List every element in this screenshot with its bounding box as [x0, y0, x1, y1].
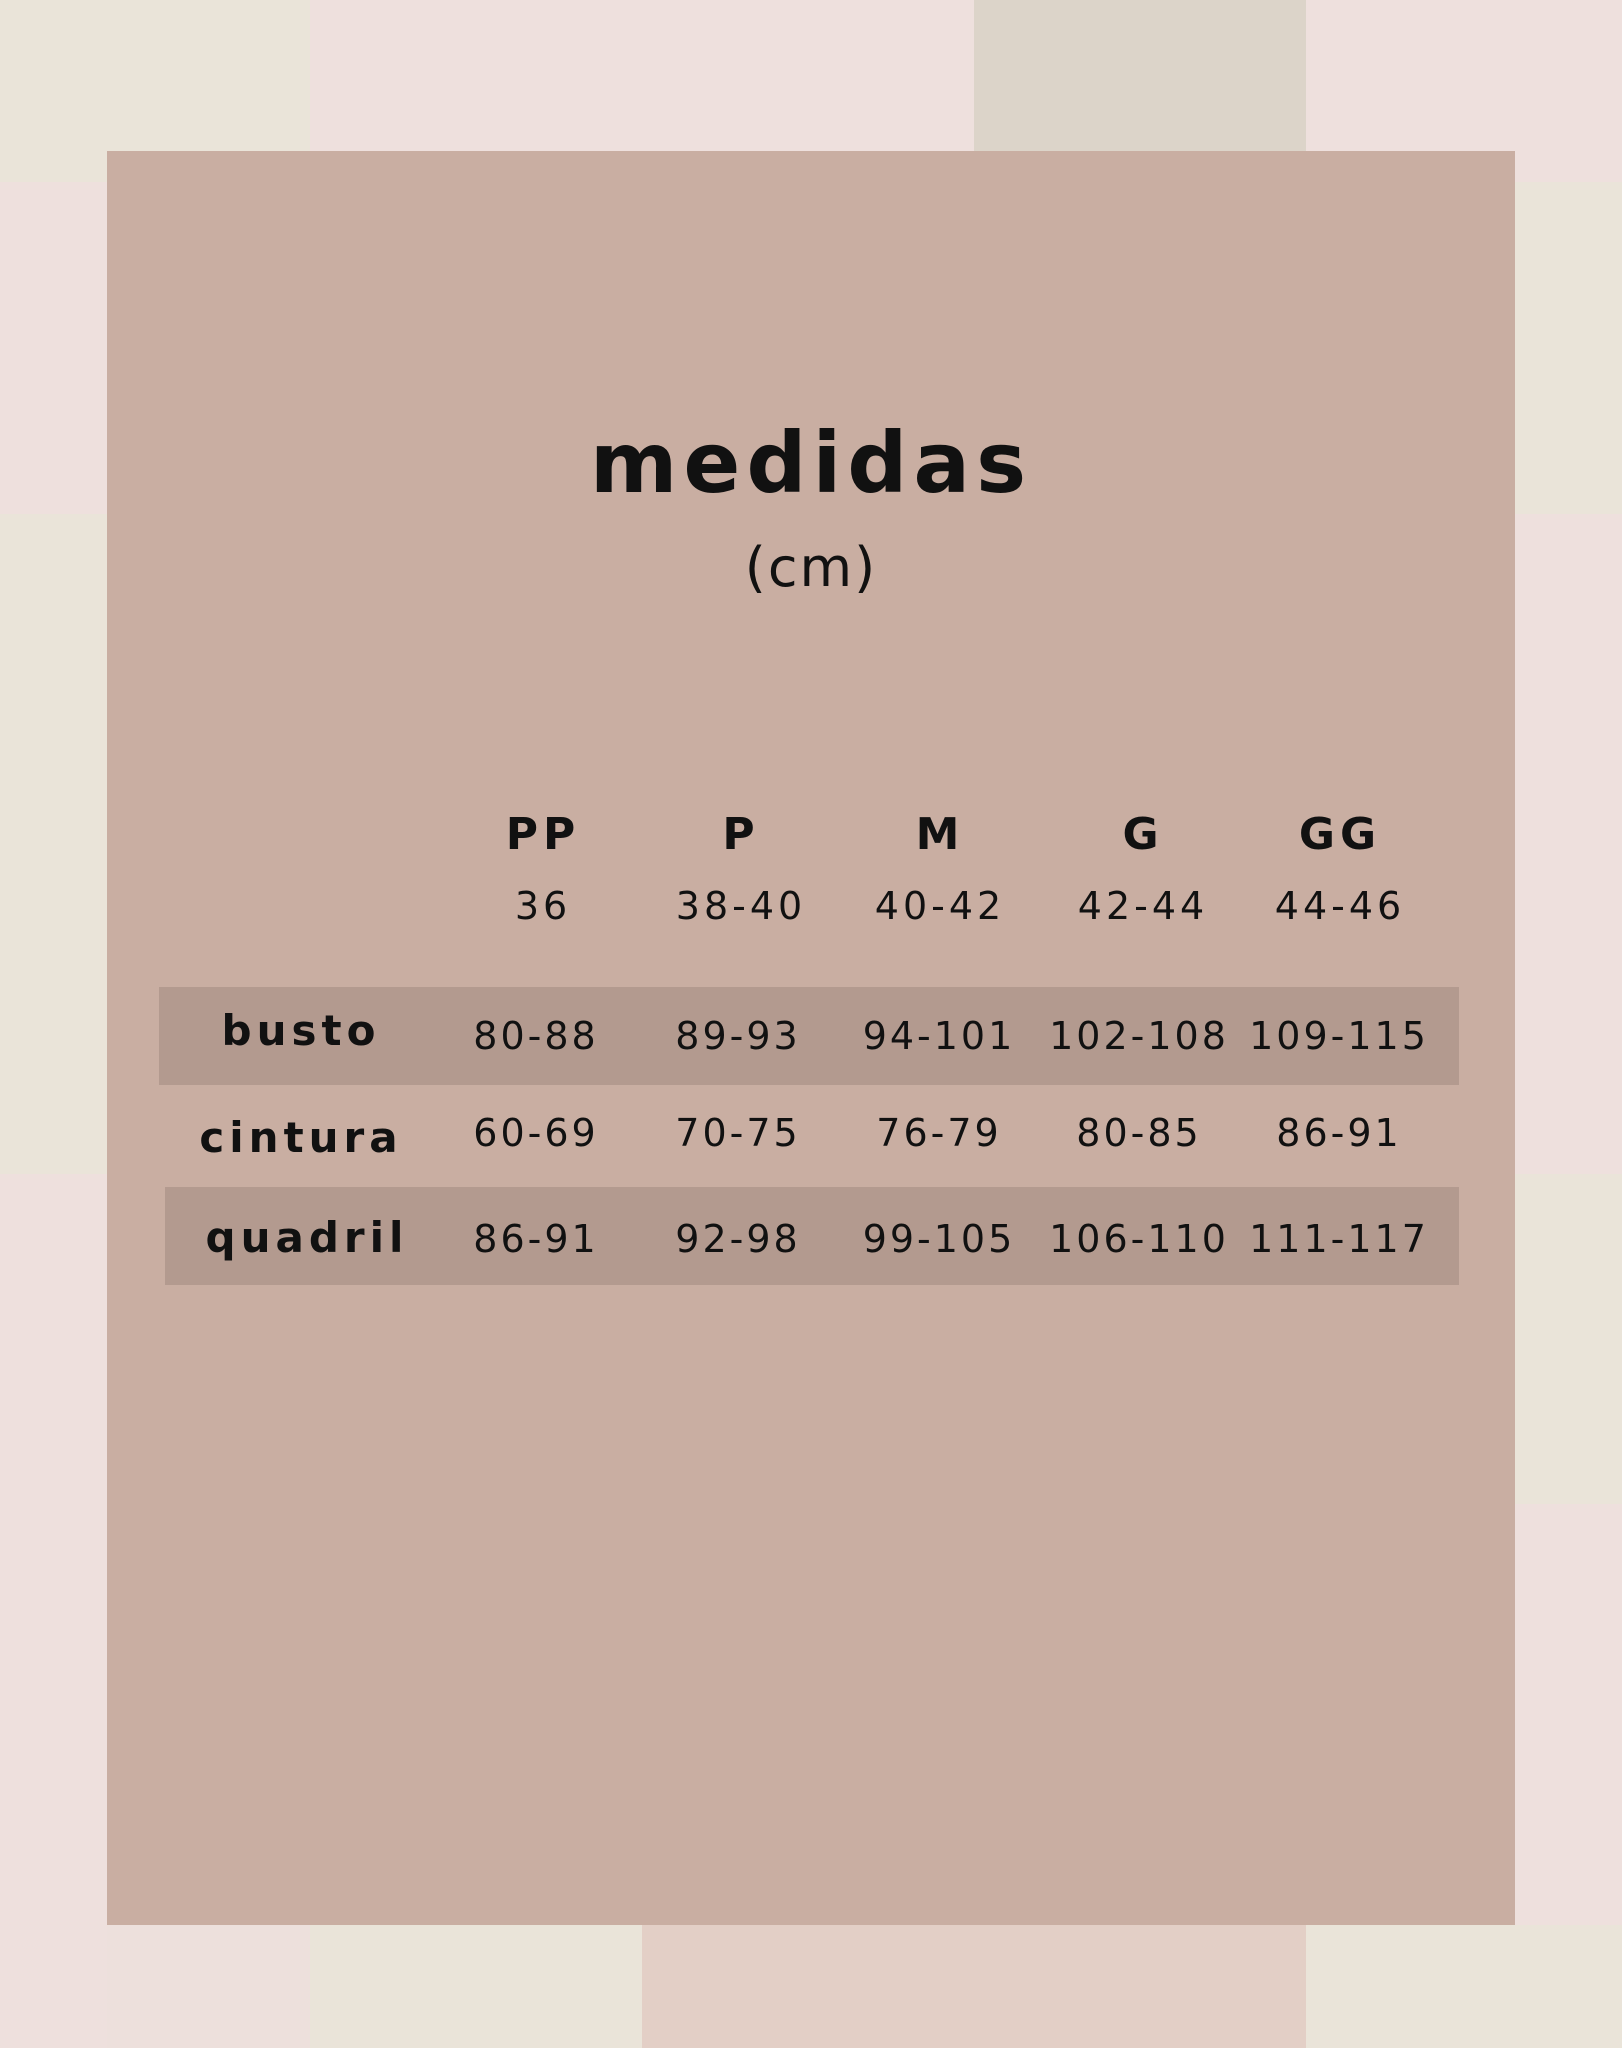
size-label: P	[722, 809, 760, 860]
measure-value: 111-117	[1249, 1217, 1429, 1261]
size-label: M	[915, 809, 965, 860]
page-title: medidas	[589, 414, 1033, 512]
bg-tile	[1515, 182, 1622, 514]
measure-value: 109-115	[1249, 1014, 1429, 1058]
size-number: 42-44	[1077, 884, 1209, 928]
size-label: G	[1122, 809, 1164, 860]
bg-tile	[1306, 1925, 1622, 2048]
measure-value: 60-69	[473, 1111, 599, 1155]
size-chart-panel	[107, 151, 1515, 1925]
bg-tile	[310, 0, 642, 151]
bg-tile	[1515, 514, 1622, 1174]
measure-value: 80-88	[473, 1014, 599, 1058]
bg-tile	[642, 1925, 1306, 2048]
measure-value: 86-91	[1276, 1111, 1402, 1155]
size-number: 40-42	[874, 884, 1006, 928]
measure-value: 86-91	[473, 1217, 599, 1261]
measure-value: 94-101	[862, 1014, 1016, 1058]
bg-tile	[974, 0, 1306, 151]
measure-value: 92-98	[675, 1217, 801, 1261]
row-label: quadril	[205, 1213, 409, 1262]
size-number: 44-46	[1274, 884, 1406, 928]
size-number: 38-40	[675, 884, 807, 928]
size-number: 36	[514, 884, 572, 928]
measure-value: 89-93	[675, 1014, 801, 1058]
unit-subtitle: (cm)	[744, 536, 878, 599]
bg-tile	[1515, 1174, 1622, 1504]
bg-tile	[642, 0, 974, 151]
measure-value: 99-105	[862, 1217, 1016, 1261]
measure-value: 80-85	[1076, 1111, 1202, 1155]
bg-tile	[0, 514, 107, 1174]
bg-tile	[310, 1925, 642, 2048]
bg-tile	[0, 182, 107, 514]
measure-value: 70-75	[675, 1111, 801, 1155]
size-label: GG	[1298, 809, 1382, 860]
bg-tile	[0, 1174, 107, 2048]
row-label: busto	[221, 1006, 381, 1055]
row-label: cintura	[199, 1113, 403, 1162]
measure-value: 76-79	[876, 1111, 1002, 1155]
measure-value: 102-108	[1049, 1014, 1229, 1058]
size-label: PP	[505, 809, 581, 860]
measure-value: 106-110	[1049, 1217, 1229, 1261]
